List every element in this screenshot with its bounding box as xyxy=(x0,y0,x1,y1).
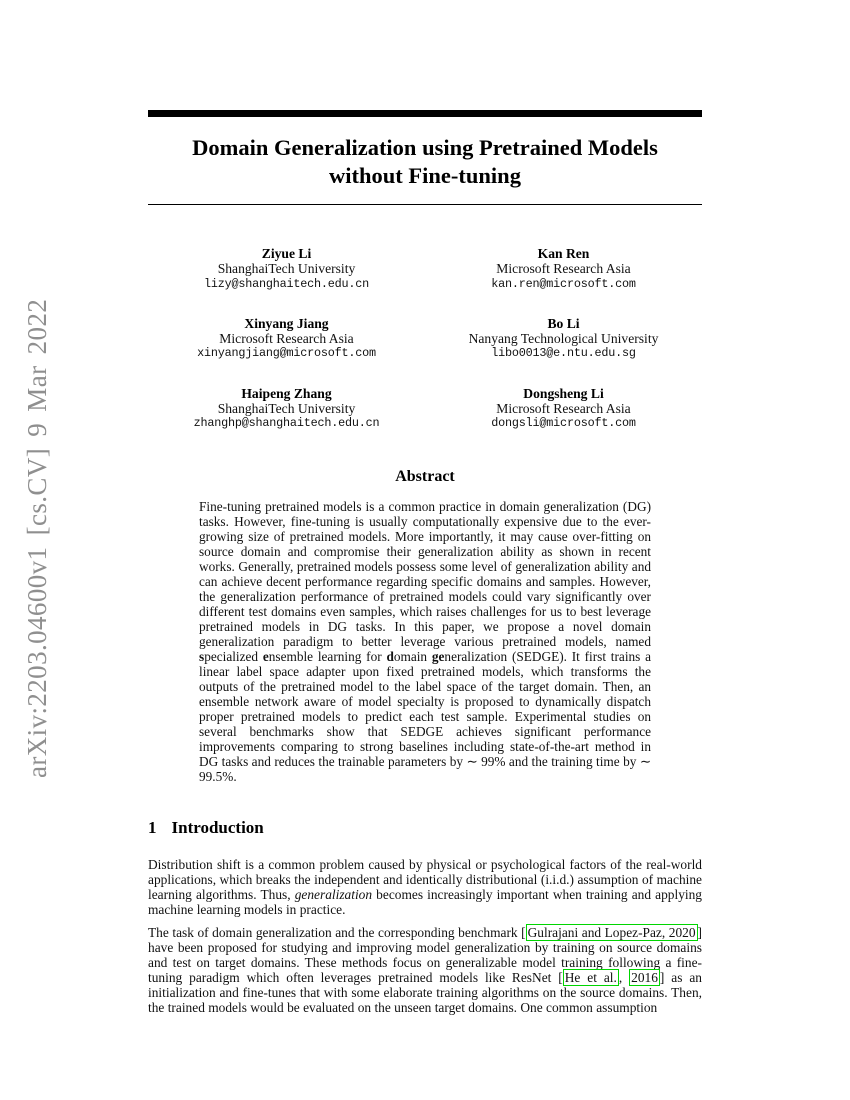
text-segment: e xyxy=(262,648,269,664)
author-card xyxy=(425,386,702,432)
text-segment: Fine-tuning pretrained models is a common practice in domain generalization (DG) tasks. However, fine-tuning is usually computationally expensive due to the ever-growing size of pretrained models. More importantly, it may cause over-fitting on source domain and compromise their generalization ability as shown in recent works. Generally, pretrained models possess some level of generalization ability and can achieve decent performance regarding specific domains and samples. However, the generalization performance of pretrained models could vary significantly over different test domains even samples, which raises challenges for us to best leverage pretrained models in DG tasks. In this paper, we propose a novel domain generalization paradigm to better leverage various pretrained models, named xyxy=(199,498,651,649)
section-number: 1 xyxy=(148,817,157,837)
author-name: Xinyang Jiang xyxy=(244,315,329,331)
paper-title-line1: Domain Generalization using Pretrained Models xyxy=(192,135,658,160)
author-email: zhanghp@shanghaitech.edu.cn xyxy=(193,416,380,431)
author-card xyxy=(148,246,425,292)
text-segment: becomes increasingly important when training and applying machine learning models in practice. xyxy=(148,886,702,917)
text-segment: The task of domain generalization and the corresponding benchmark [ xyxy=(148,924,526,940)
title-top-rule xyxy=(148,110,702,117)
text-segment: ] have been proposed for studying and improving model generalization by training on source domains and test on target domains. These methods focus on generalizable model training following a fine-tuning paradigm which often leverages pretrained models like ResNet [ xyxy=(148,924,703,985)
author-affiliation: ShanghaiTech University xyxy=(217,261,356,277)
text-segment: s xyxy=(199,648,205,664)
text-segment: ] as an initialization and fine-tunes that with some elaborate training algorithms on the source domains. Then, the trained models would be evaluated on the unseen target domains. One common assumption xyxy=(148,969,702,1015)
author-name: Ziyue Li xyxy=(261,246,312,261)
arxiv-watermark xyxy=(22,299,53,778)
intro-paragraph-1 xyxy=(148,857,702,917)
author-column-left xyxy=(148,246,425,432)
author-affiliation: Microsoft Research Asia xyxy=(219,331,354,347)
author-card xyxy=(425,316,702,362)
paper-title-line2: without Fine-tuning xyxy=(329,163,521,188)
author-name: Dongsheng Li xyxy=(523,385,604,401)
text-segment: generalization xyxy=(294,886,373,902)
paper-title xyxy=(148,134,702,190)
text-segment: neralization (SEDGE). It first trains a linear label space adapter upon fixed pretrained models, which transforms the outputs of the pretrained model to the label space of the target domain. Then, an ensemble network aware of model specialty is proposed to dynamically dispatch proper pretrained models to predict each test sample. Experimental studies on several benchmarks show that SEDGE achieves significant performance improvements comparing to strong baselines including state-of-the-art method in DG tasks and reduces the trainable parameters by ∼ 99% and the training time by ∼ 99.5%. xyxy=(199,648,652,784)
author-block xyxy=(148,246,702,432)
author-email: libo0013@e.ntu.edu.sg xyxy=(491,346,636,361)
citation-link[interactable]: He et al. xyxy=(564,969,617,985)
section-heading-introduction xyxy=(148,818,702,838)
intro-paragraph-2 xyxy=(148,925,702,1015)
abstract-heading: Abstract xyxy=(395,467,455,485)
author-email: dongsli@microsoft.com xyxy=(491,416,636,431)
author-name: Haipeng Zhang xyxy=(241,385,332,401)
author-email: xinyangjiang@microsoft.com xyxy=(197,346,376,361)
text-segment: pecialized xyxy=(204,648,263,664)
author-card xyxy=(148,316,425,362)
abstract-text xyxy=(199,499,651,784)
citation-link[interactable]: 2016 xyxy=(631,969,658,985)
text-segment: d xyxy=(386,648,394,664)
author-card xyxy=(425,246,702,292)
author-email: kan.ren@microsoft.com xyxy=(491,276,636,291)
author-column-right xyxy=(425,246,702,432)
text-segment: nsemble learning for xyxy=(268,648,387,664)
text-segment: , xyxy=(618,969,630,985)
author-affiliation: Microsoft Research Asia xyxy=(496,261,631,277)
title-bottom-rule xyxy=(148,204,702,205)
author-name: Bo Li xyxy=(547,315,580,331)
author-affiliation: Microsoft Research Asia xyxy=(496,401,631,417)
author-email: lizy@shanghaitech.edu.cn xyxy=(203,276,370,291)
section-title: Introduction xyxy=(171,817,264,837)
text-segment: ge xyxy=(431,648,445,664)
arxiv-watermark-text: arXiv:2203.04600v1 [cs.CV] 9 Mar 2022 xyxy=(22,298,52,778)
text-segment: omain xyxy=(393,648,432,664)
author-card xyxy=(148,386,425,432)
citation-link[interactable]: Gulrajani and Lopez-Paz, 2020 xyxy=(527,924,696,940)
text-segment: Distribution shift is a common problem caused by physical or psychological factors of the real-world applications, which breaks the independent and identically distributional (i.i.d.) assumption of machine learning algorithms. Thus, xyxy=(148,856,702,902)
paper-content xyxy=(148,0,702,1015)
author-affiliation: ShanghaiTech University xyxy=(217,401,356,417)
author-name: Kan Ren xyxy=(537,246,590,261)
author-affiliation: Nanyang Technological University xyxy=(468,331,659,347)
